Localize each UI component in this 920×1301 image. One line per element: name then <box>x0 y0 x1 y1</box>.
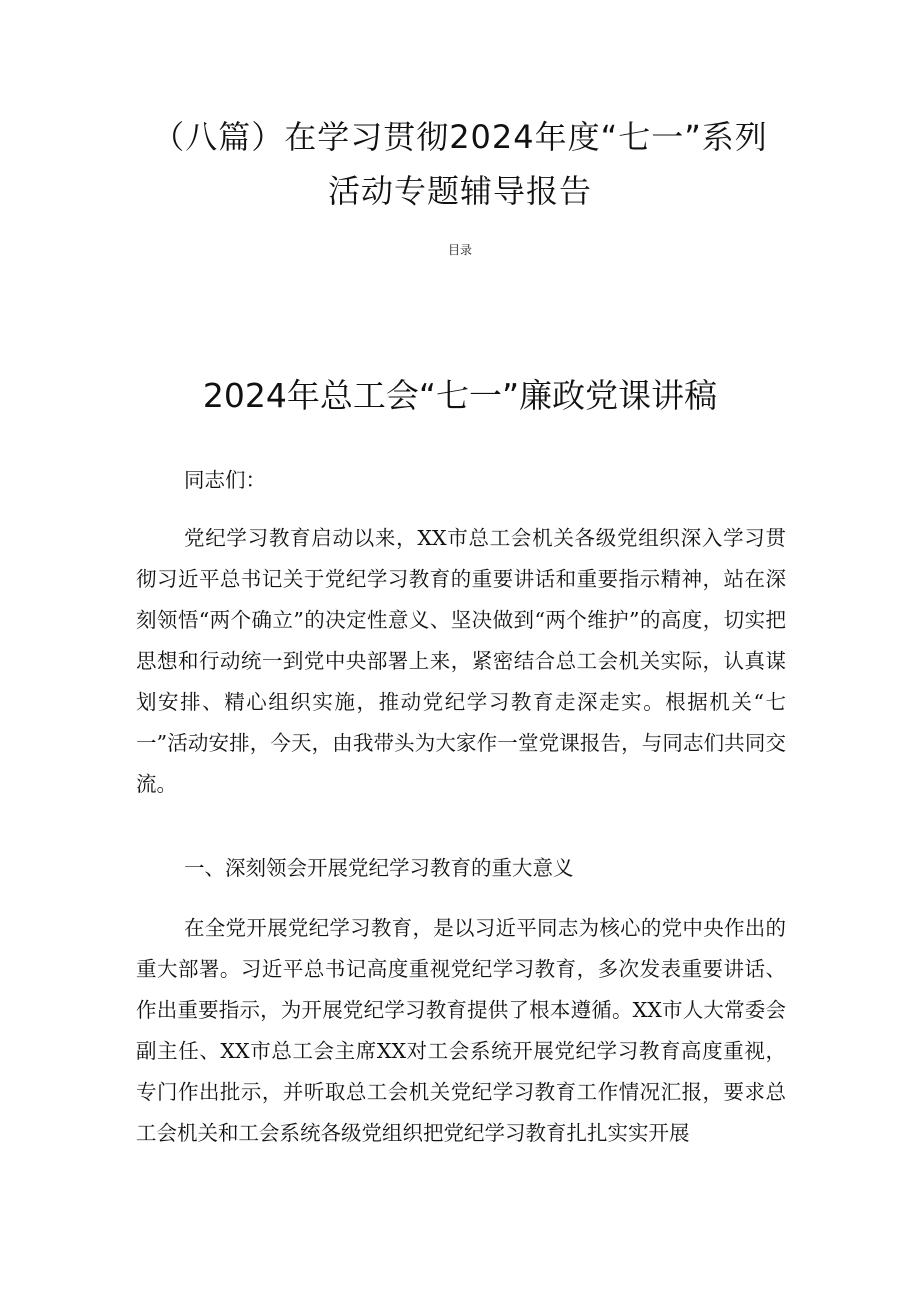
heading-1: 一、深刻领会开展党纪学习教育的重大意义 <box>184 856 574 880</box>
section-title: 2024年总工会“七一”廉政党课讲稿 <box>202 376 718 415</box>
greeting: 同志们： <box>184 468 266 492</box>
paragraph-2: 在全党开展党纪学习教育，是以习近平同志为核心的党中央作出的重大部署。习近平总书记高度重视党纪学习教育，多次发表重要讲话、作出重要指示，为开展党纪学习教育提供了根本遵循。XX市人大常委会副主任、XX市总工会主席XX对工会系统开展党纪学习教育高度重视，专门作出批示，并听取总工会机关党纪学习教育工作情况汇报，要求总工会机关和工会系统各级党组织把党纪学习教育扎扎实实开展 <box>136 916 786 1145</box>
document-title: （八篇）在学习贯彻2024年度“七一”系列活动专题辅导报告 <box>152 118 768 210</box>
table-of-contents-label: 目录 <box>447 243 472 257</box>
paragraph-1: 党纪学习教育启动以来，XX市总工会机关各级党组织深入学习贯彻习近平总书记关于党纪学习教育的重要讲话和重要指示精神，站在深刻领悟“两个确立”的决定性意义、坚决做到“两个维护”的高度，切实把思想和行动统一到党中央部署上来，紧密结合总工会机关实际，认真谋划安排、精心组织实施，推动党纪学习教育走深走实。根据机关“七一”活动安排，今天，由我带头为大家作一堂党课报告，与同志们共同交流。 <box>136 526 786 796</box>
